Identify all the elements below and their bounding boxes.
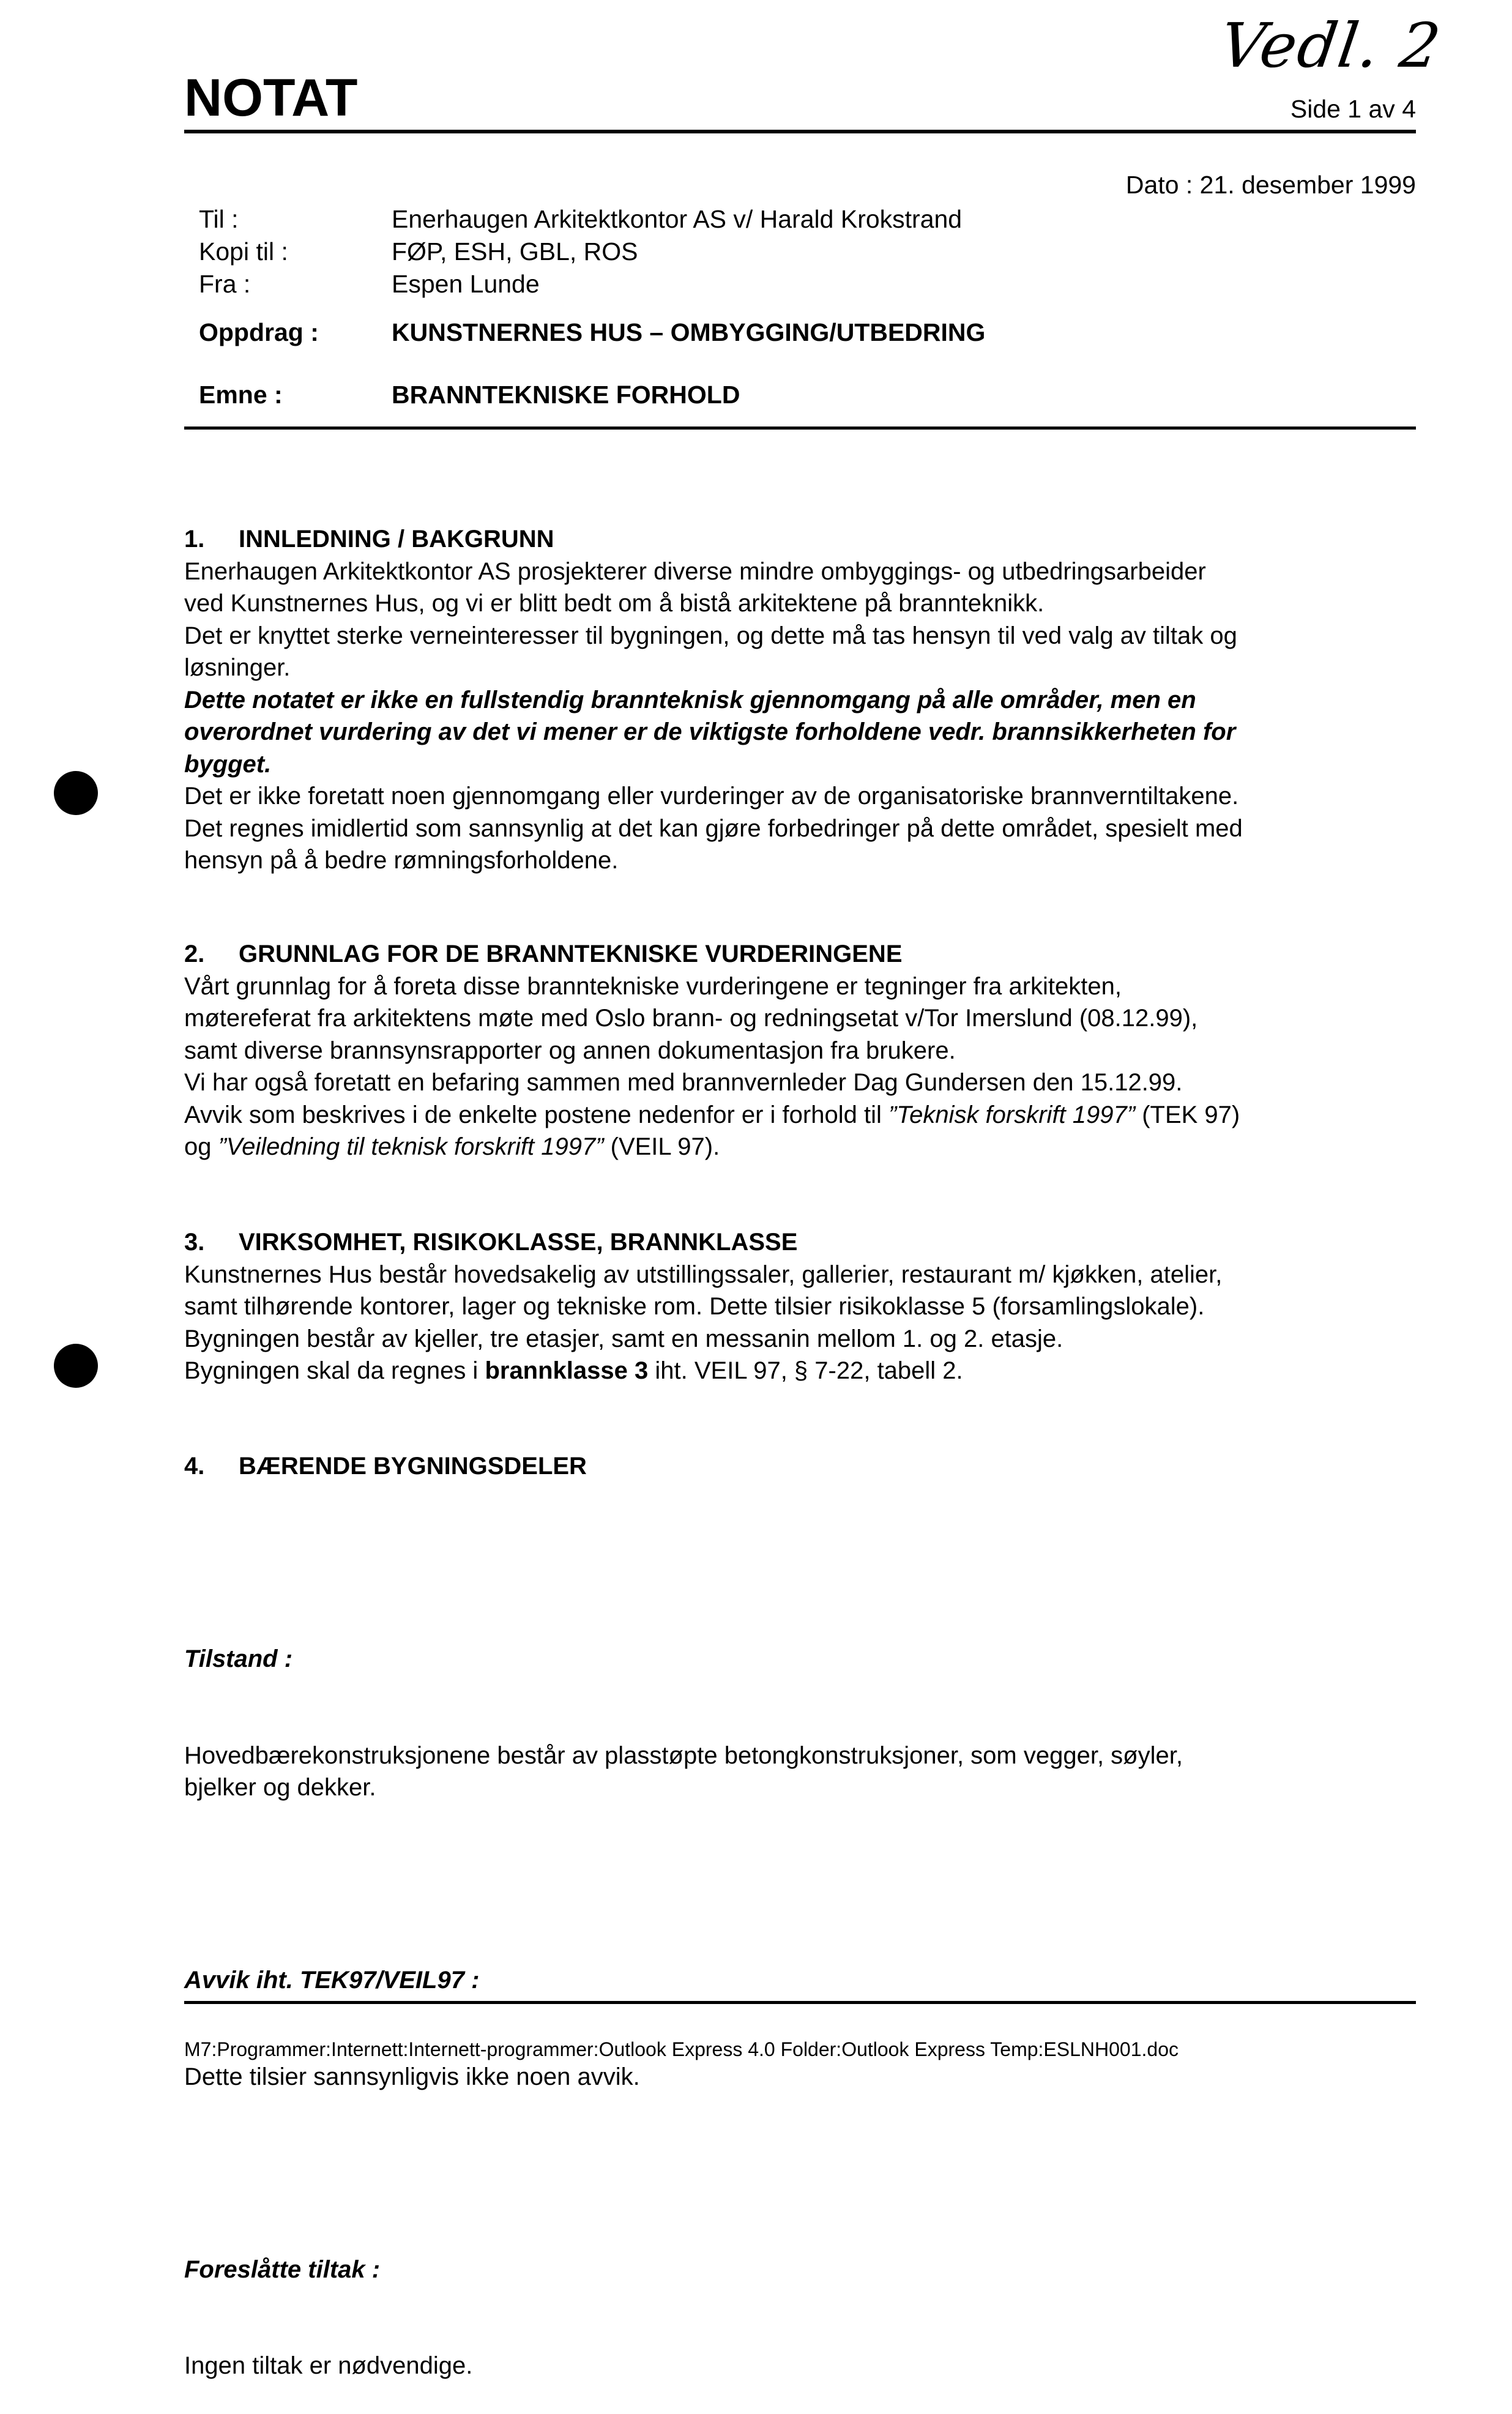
text-segment: ved Kunstnernes Hus, og vi er blitt bedt om å bistå arkitektene på brannteknikk.: [184, 590, 1045, 617]
text-segment: samt diverse brannsynsrapporter og annen dokumentasjon fra brukere.: [184, 1037, 956, 1064]
section-1: [184, 523, 1243, 877]
section-title: VIRKSOMHET, RISIKOKLASSE, BRANNKLASSE: [239, 1229, 798, 1256]
text-line: [184, 1740, 1183, 1772]
header-rule: [184, 130, 1416, 133]
emne-value: BRANNTEKNISKE FORHOLD: [392, 381, 740, 409]
text-line: [184, 652, 1243, 684]
text-line: [184, 813, 1243, 845]
date: Dato : 21. desember 1999: [1125, 171, 1416, 199]
text-segment: Det er ikke foretatt noen gjennomgang eller vurderinger av de organisatoriske brannverntiltakene.: [184, 783, 1239, 810]
section-4: [184, 1450, 1183, 2414]
section-title: BÆRENDE BYGNINGSDELER: [239, 1453, 587, 1480]
text-line: [184, 1067, 1240, 1099]
text-segment: brannklasse 3: [485, 1357, 649, 1384]
section-2: [184, 938, 1240, 1163]
text-segment: Ingen tiltak er nødvendige.: [184, 2352, 473, 2379]
handwritten-annotation: Vedl. 2: [1215, 10, 1446, 81]
text-segment: Avvik som beskrives i de enkelte postene nedenfor er i forhold til: [184, 1101, 888, 1128]
til-label: Til :: [199, 205, 239, 233]
text-segment: ”Teknisk forskrift 1997”: [888, 1101, 1136, 1128]
text-line: [184, 970, 1240, 1003]
text-line: [184, 1291, 1222, 1323]
text-segment: Hovedbærekonstruksjonene består av plasstøpte betongkonstruksjoner, som vegger, søyler,: [184, 1742, 1183, 1769]
tilstand-text: [184, 1740, 1183, 1804]
text-segment: Bygningen består av kjeller, tre etasjer, samt en messanin mellom 1. og 2. etasje.: [184, 1325, 1063, 1352]
avvik-title: Avvik iht. TEK97/VEIL97 :: [184, 1967, 480, 1994]
text-segment: løsninger.: [184, 654, 291, 681]
text-segment: bygget.: [184, 750, 272, 778]
section-number: 3.: [184, 1229, 205, 1256]
text-line: [184, 587, 1243, 620]
text-segment: (TEK 97): [1135, 1101, 1240, 1128]
page-number: Side 1 av 4: [1290, 95, 1416, 123]
oppdrag-value: KUNSTNERNES HUS – OMBYGGING/UTBEDRING: [392, 318, 986, 346]
text-line: [184, 1002, 1240, 1035]
text-line: [184, 1323, 1222, 1355]
punch-hole-dot: [54, 771, 98, 815]
text-segment: Enerhaugen Arkitektkontor AS prosjekterer diverse mindre ombyggings- og utbedringsarbeider: [184, 557, 1206, 585]
text-segment: iht. VEIL 97, § 7-22, tabell 2.: [648, 1357, 963, 1384]
tiltak-title: Foreslåtte tiltak :: [184, 2256, 381, 2283]
text-line: [184, 620, 1243, 652]
tilstand-title: Tilstand :: [184, 1645, 293, 1672]
section-number: 4.: [184, 1453, 205, 1480]
text-segment: Vi har også foretatt en befaring sammen med brannvernleder Dag Gundersen den 15.12.99.: [184, 1069, 1183, 1096]
til-value: Enerhaugen Arkitektkontor AS v/ Harald Krokstrand: [392, 205, 963, 233]
text-line: [184, 684, 1243, 717]
kopi-label: Kopi til :: [199, 237, 288, 266]
section-number: 2.: [184, 941, 205, 967]
text-line: [184, 1099, 1240, 1131]
text-segment: Bygningen skal da regnes i: [184, 1357, 485, 1384]
text-line: [184, 2350, 1183, 2382]
oppdrag-label: Oppdrag :: [199, 318, 319, 346]
text-line: [184, 844, 1243, 877]
document-title: NOTAT: [184, 69, 358, 127]
footer-path: M7:Programmer:Internett:Internett-programmer:Outlook Express 4.0 Folder:Outlook Express Temp:ESLNH001.doc: [184, 2038, 1179, 2060]
kopi-value: FØP, ESH, GBL, ROS: [392, 237, 638, 266]
text-line: [184, 748, 1243, 781]
text-line: [184, 1771, 1183, 1804]
text-segment: hensyn på å bedre rømningsforholdene.: [184, 847, 619, 874]
spacer: [184, 2157, 1183, 2189]
section-heading: [184, 1226, 1222, 1259]
text-segment: samt tilhørende kontorer, lager og tekniske rom. Dette tilsier risikoklasse 5 (forsamlingslokale).: [184, 1293, 1205, 1320]
meta-rule: [184, 427, 1416, 430]
emne-label: Emne :: [199, 381, 283, 409]
section-number: 1.: [184, 526, 205, 553]
text-segment: overordnet vurdering av det vi mener er de viktigste forholdene vedr. brannsikkerheten for: [184, 718, 1236, 745]
avvik-text: [184, 2061, 1183, 2093]
fra-value: Espen Lunde: [392, 270, 540, 298]
tiltak-text: [184, 2350, 1183, 2382]
text-line: [184, 1131, 1240, 1163]
text-segment: (VEIL 97).: [603, 1133, 720, 1160]
section-heading: [184, 1450, 1183, 1483]
text-segment: Dette notatet er ikke en fullstendig brannteknisk gjennomgang på alle områder, men en: [184, 686, 1196, 713]
spacer: [184, 1547, 1183, 1579]
section-heading: [184, 523, 1243, 556]
text-segment: møtereferat fra arkitektens møte med Oslo brann- og redningsetat v/Tor Imerslund (08.12.99),: [184, 1005, 1198, 1032]
section-title: GRUNNLAG FOR DE BRANNTEKNISKE VURDERINGENE: [239, 941, 903, 967]
text-line: [184, 1035, 1240, 1067]
text-line: [184, 1259, 1222, 1291]
section-3: [184, 1226, 1222, 1387]
text-segment: bjelker og dekker.: [184, 1774, 376, 1801]
text-line: [184, 2061, 1183, 2093]
text-line: [184, 1355, 1222, 1387]
text-segment: Kunstnernes Hus består hovedsakelig av utstillingssaler, gallerier, restaurant m/ kjøkken, atelier,: [184, 1261, 1223, 1288]
text-segment: Det er knyttet sterke verneinteresser til bygningen, og dette må tas hensyn til ved valg av tiltak og: [184, 622, 1237, 649]
punch-hole-dot: [54, 1344, 98, 1388]
text-line: [184, 716, 1243, 748]
section-title: INNLEDNING / BAKGRUNN: [239, 526, 554, 553]
text-segment: Dette tilsier sannsynligvis ikke noen avvik.: [184, 2063, 640, 2090]
section-heading: [184, 938, 1240, 970]
spacer: [184, 1868, 1183, 1901]
text-line: [184, 780, 1243, 813]
text-segment: Vårt grunnlag for å foreta disse branntekniske vurderingene er tegninger fra arkitekten,: [184, 972, 1122, 1000]
text-segment: og: [184, 1133, 218, 1160]
footer-rule: [184, 2001, 1416, 2004]
fra-label: Fra :: [199, 270, 251, 298]
text-segment: ”Veiledning til teknisk forskrift 1997”: [218, 1133, 604, 1160]
text-line: [184, 556, 1243, 588]
text-segment: Det regnes imidlertid som sannsynlig at det kan gjøre forbedringer på dette området, spesielt med: [184, 814, 1243, 842]
